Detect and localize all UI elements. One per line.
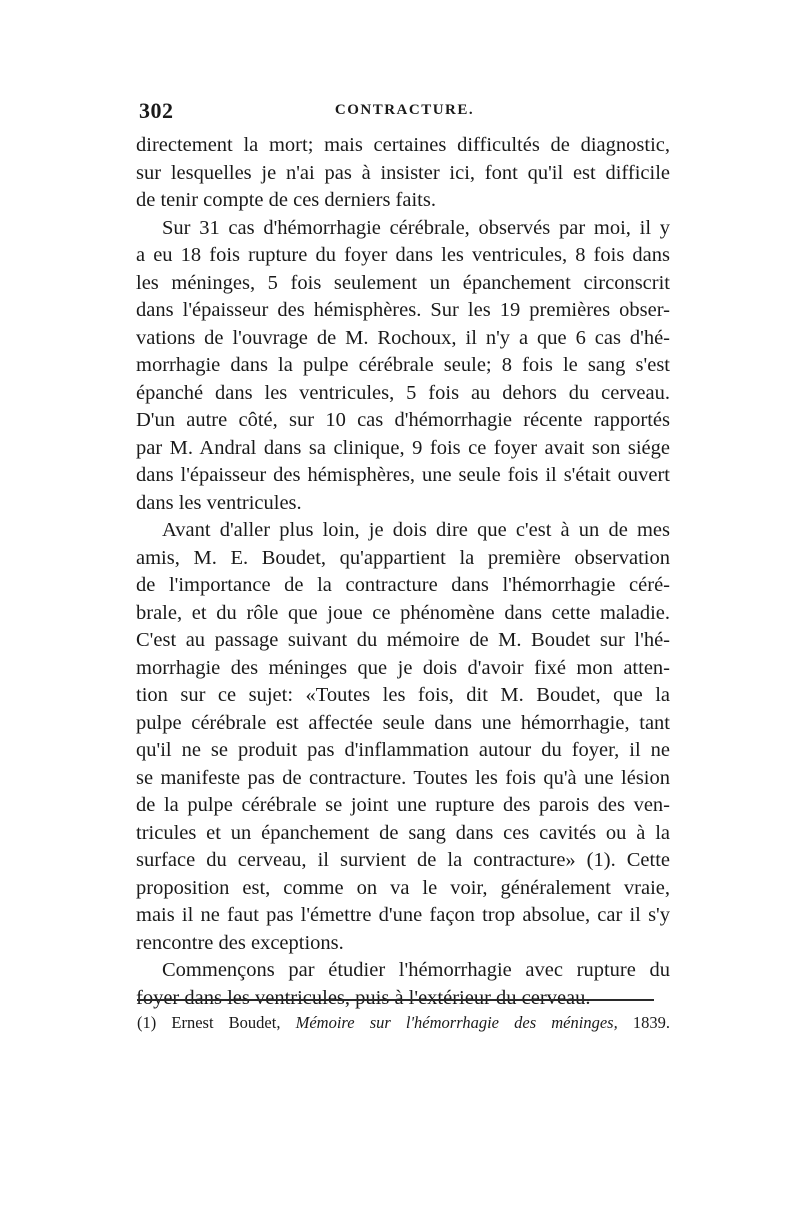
running-head: CONTRACTURE. bbox=[334, 102, 475, 118]
text-line: dans l'épaisseur des hémisphères, une seule fois il s'était ouvert bbox=[136, 464, 670, 486]
text-line: se manifeste pas de contracture. Toutes les fois qu'à une lésion bbox=[136, 766, 670, 789]
footnote-separator bbox=[137, 999, 654, 1001]
text-line: sur lesquelles je n'ai pas à insister ici, font qu'il est difficile bbox=[136, 161, 670, 184]
text-line: tricules et un épanchement de sang dans ces cavités ou à la bbox=[136, 821, 670, 844]
page-header bbox=[139, 98, 670, 128]
text-line: morrhagie dans la pulpe cérébrale seule; 8 fois le sang s'est bbox=[136, 354, 670, 376]
text-line: morrhagie des méninges que je dois d'avoir fixé mon atten- bbox=[136, 656, 670, 679]
text-line: surface du cerveau, il survient de la contracture» (1). Cette bbox=[136, 849, 670, 871]
footnote-year: 1839. bbox=[617, 1013, 670, 1032]
text-line: épanché dans les ventricules, 5 fois au dehors du cerveau. bbox=[136, 381, 670, 404]
text-line: Commençons par étudier l'hémorrhagie avec rupture du bbox=[162, 959, 670, 981]
text-line: de tenir compte de ces derniers faits. bbox=[136, 189, 436, 211]
text-line: Avant d'aller plus loin, je dois dire que c'est à un de mes bbox=[162, 519, 670, 541]
text-line: les méninges, 5 fois seulement un épanchement circonscrit bbox=[136, 271, 670, 294]
text-line: amis, M. E. Boudet, qu'appartient la première observation bbox=[136, 546, 670, 569]
text-line: foyer dans les ventricules, puis à l'extérieur du cerveau. bbox=[136, 986, 591, 1009]
text-line: tion sur ce sujet: «Toutes les fois, dit M. Boudet, que la bbox=[136, 684, 670, 706]
text-line: vations de l'ouvrage de M. Rochoux, il n'y a que 6 cas d'hé- bbox=[136, 326, 670, 349]
footnote-title: Mémoire sur l'hémorrhagie des méninges, bbox=[295, 1013, 618, 1032]
text-line: directement la mort; mais certaines difficultés de diagnostic, bbox=[136, 134, 670, 156]
text-line: par M. Andral dans sa clinique, 9 fois ce foyer avait son siége bbox=[136, 436, 670, 459]
text-line: pulpe cérébrale est affectée seule dans une hémorrhagie, tant bbox=[136, 711, 670, 734]
text-line: a eu 18 fois rupture du foyer dans les ventricules, 8 fois dans bbox=[136, 244, 670, 266]
page-number: 302 bbox=[139, 98, 174, 123]
footnote-prefix: (1) Ernest Boudet, bbox=[137, 1013, 296, 1032]
body-text bbox=[136, 132, 670, 1012]
text-line: de l'importance de la contracture dans l'hémorrhagie céré- bbox=[136, 574, 670, 596]
text-line: dans l'épaisseur des hémisphères. Sur les 19 premières obser- bbox=[136, 299, 670, 321]
text-line: dans les ventricules. bbox=[136, 491, 302, 514]
footnote bbox=[137, 1013, 670, 1033]
text-line: brale, et du rôle que joue ce phénomène dans cette maladie. bbox=[136, 601, 670, 624]
text-line: de la pulpe cérébrale se joint une rupture des parois des ven- bbox=[136, 794, 670, 816]
text-line: D'un autre côté, sur 10 cas d'hémorrhagie récente rapportés bbox=[136, 409, 670, 431]
text-line: qu'il ne se produit pas d'inflammation autour du foyer, il ne bbox=[136, 739, 670, 761]
text-line: C'est au passage suivant du mémoire de M. Boudet sur l'hé- bbox=[136, 629, 670, 651]
text-line: mais il ne faut pas l'émettre d'une façon trop absolue, car il s'y bbox=[136, 904, 670, 926]
text-line: proposition est, comme on va le voir, généralement vraie, bbox=[136, 876, 670, 899]
text-line: rencontre des exceptions. bbox=[136, 931, 344, 954]
text-line: Sur 31 cas d'hémorrhagie cérébrale, observés par moi, il y bbox=[162, 216, 670, 239]
